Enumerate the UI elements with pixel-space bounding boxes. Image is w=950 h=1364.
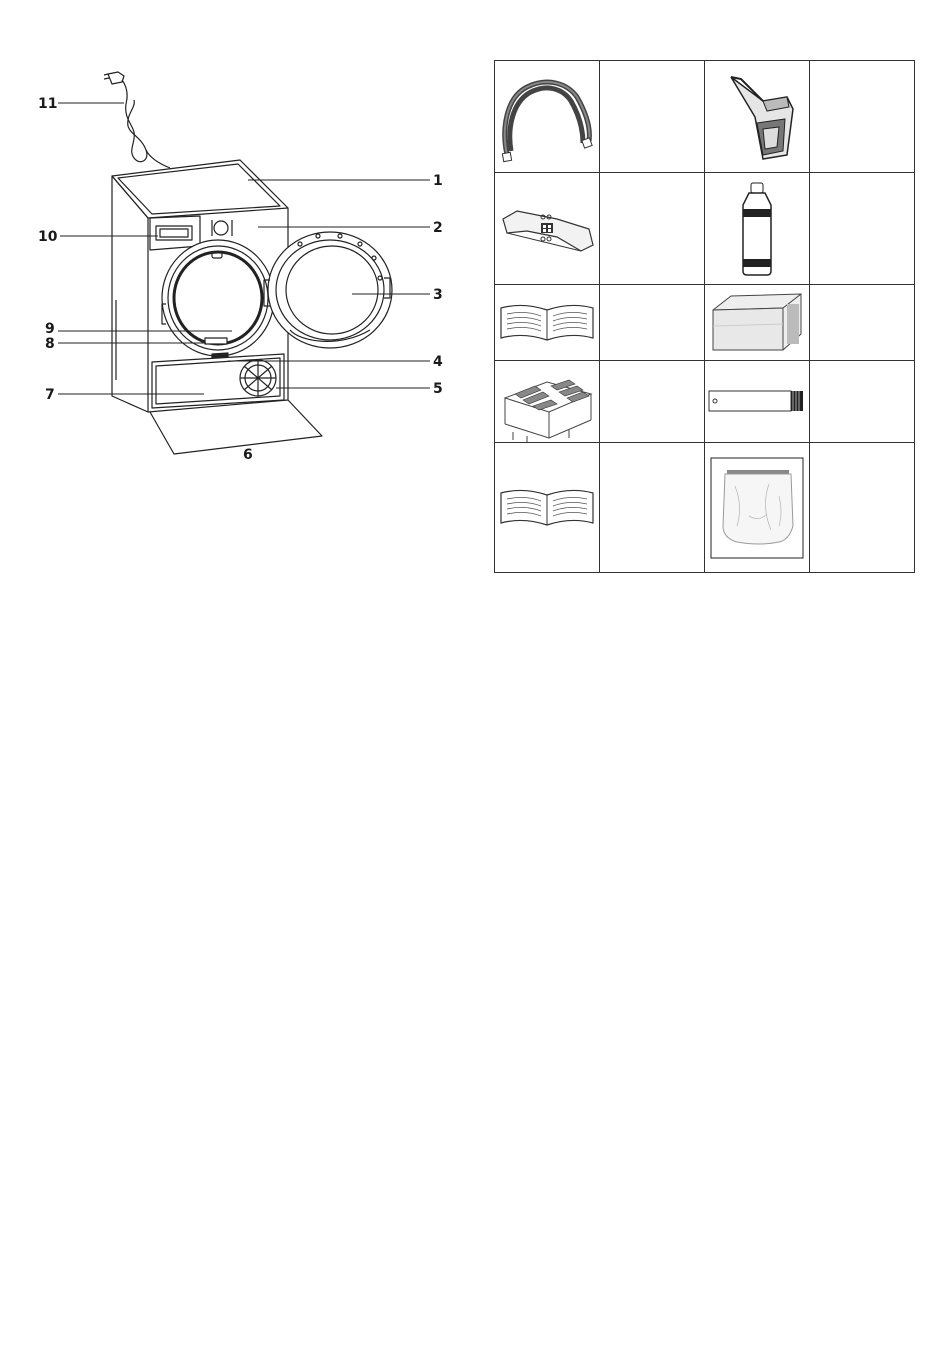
callout-5: 5: [433, 381, 443, 397]
table-row: [495, 61, 915, 173]
table-cell: [810, 443, 915, 573]
callout-10: 10: [38, 229, 58, 245]
manual-book-icon: [497, 298, 597, 348]
floor-base: [150, 400, 322, 454]
table-row: [495, 285, 915, 361]
water-tank-icon: [707, 67, 807, 167]
callout-9: 9: [45, 321, 55, 337]
table-cell: [705, 173, 810, 285]
table-cell: [705, 443, 810, 573]
callout-8: 8: [45, 336, 55, 352]
table-cell: [600, 443, 705, 573]
callout-11: 11: [38, 96, 58, 112]
table-cell: [495, 285, 600, 361]
table-cell: [810, 285, 915, 361]
cleaning-liquid-bottle-icon: [727, 179, 787, 279]
cleaning-brush-icon: [707, 387, 807, 417]
table-cell: [705, 285, 810, 361]
table-row: [495, 361, 915, 443]
table-cell: [810, 173, 915, 285]
table-cell: [810, 361, 915, 443]
box-icon: [707, 288, 807, 358]
table-cell: [495, 443, 600, 573]
table-cell: [705, 61, 810, 173]
table-cell: [705, 361, 810, 443]
callout-7: 7: [45, 387, 55, 403]
callout-4: 4: [433, 354, 443, 370]
table-cell: [495, 61, 600, 173]
table-cell: [600, 361, 705, 443]
callout-2: 2: [433, 220, 443, 236]
door: [264, 232, 392, 348]
table-cell: [600, 285, 705, 361]
manual-book-icon: [497, 483, 597, 533]
plastic-bag-icon: [709, 456, 805, 560]
dryer-diagram: [0, 0, 470, 480]
callout-1: 1: [433, 173, 443, 189]
drying-rack-icon: [497, 362, 597, 442]
power-cord-icon: [104, 72, 170, 168]
table-cell: [600, 173, 705, 285]
drain-pipe-bracket-icon: [497, 189, 597, 269]
table-cell: [600, 61, 705, 173]
table-cell: [810, 61, 915, 173]
callout-3: 3: [433, 287, 443, 303]
accessories-table: [494, 60, 915, 573]
table-cell: [495, 173, 600, 285]
callout-6: 6: [243, 447, 253, 463]
table-cell: [495, 361, 600, 443]
table-row: [495, 443, 915, 573]
table-row: [495, 173, 915, 285]
drain-hose-icon: [497, 67, 597, 167]
